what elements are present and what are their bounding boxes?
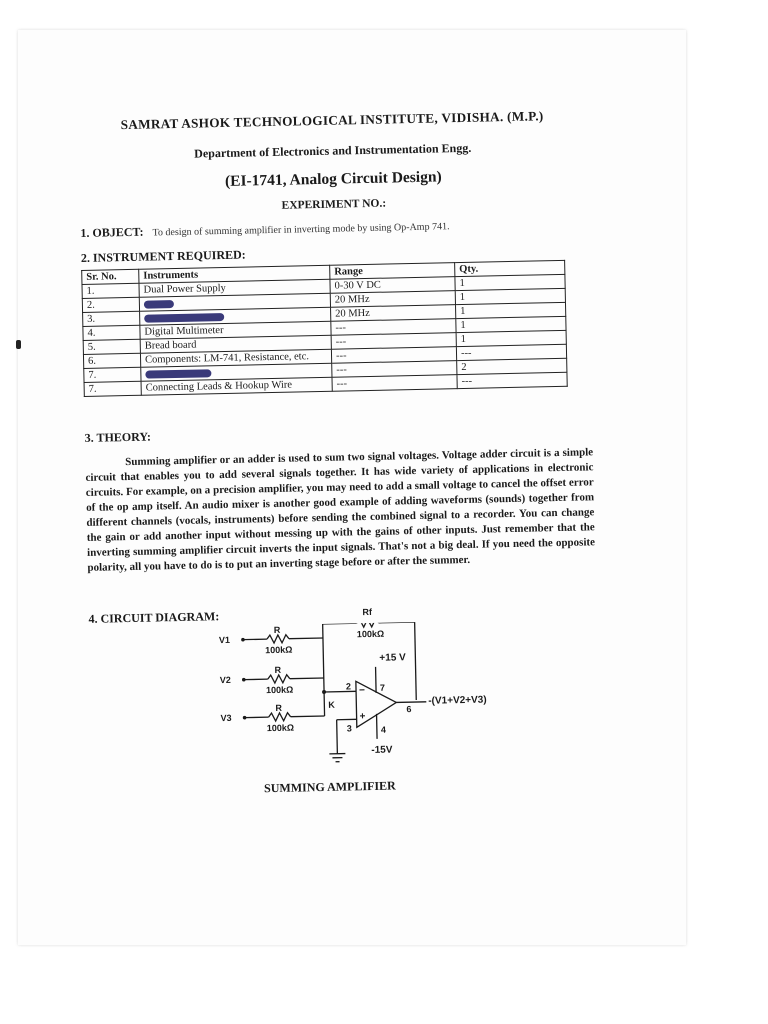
theory-heading: 3. THEORY: (84, 429, 152, 445)
label-v3: V3 (220, 712, 232, 724)
input-terminal (243, 716, 247, 720)
input-terminal (242, 678, 246, 682)
column-header: Sr. No. (82, 269, 139, 284)
label-vplus: +15 V (379, 652, 406, 664)
theory-paragraph: Summing amplifier or an adder is used to sum two signal voltages. Voltage adder circuit is a simple circuit that enables you to add several signals together. It has wide variety of applications in electronic circuits. For example, on a precision amplifier, you may need to add a small voltage to cancel the offset error of the op amp itself. An audio mixer is another good example of adding waveforms (sounds) together from different channels (vocals, instruments) before sending the combined signal to a recorder. You can change the gain or add another input without messing up with the gains of other inputs. Just remember that the inverting summing amplifier circuit inverts the input signals. That's not a big deal. If you need the opposite polarity, all you have to do is to put an inverting stage before or after the summer. (85, 446, 596, 574)
column-header: Qty. (455, 260, 565, 276)
wire (324, 691, 356, 692)
instrument-table (81, 260, 568, 397)
resistor-r3 (269, 713, 291, 721)
label-r3: R (275, 702, 283, 713)
table-cell: --- (332, 361, 457, 378)
table-cell: 3. (83, 311, 140, 326)
wire (291, 716, 325, 717)
table-cell: --- (331, 333, 456, 350)
column-header: Range (330, 263, 455, 280)
label-r2-value: 100kΩ (265, 684, 294, 696)
feedback-wire (415, 622, 417, 700)
object-text: To design of summing amplifier in inverting mode by using Op-Amp 741. (152, 221, 450, 239)
wire (290, 678, 324, 679)
table-cell: 7. (84, 381, 141, 396)
table-cell: 1 (456, 330, 566, 346)
label-rf-value: 100kΩ (356, 628, 385, 640)
experiment-number: EXPERIMENT NO.: (281, 197, 387, 212)
table-cell: Digital Multimeter (140, 321, 331, 339)
circuit-diagram (215, 606, 539, 803)
label-rf: Rf (362, 606, 373, 618)
label-v1: V1 (218, 634, 231, 646)
table-cell: --- (457, 372, 567, 388)
table-cell: Components: LM-741, Resistance, etc. (140, 349, 331, 367)
table-cell: 1 (455, 288, 565, 304)
circuit-caption: SUMMING AMPLIFIER (263, 778, 396, 796)
document-content (78, 107, 600, 804)
table-cell: 0-30 V DC (330, 277, 455, 294)
wire (323, 623, 357, 624)
table-cell: 1. (82, 283, 139, 298)
table-cell: 7. (84, 367, 141, 382)
wire (289, 638, 323, 639)
wire (379, 622, 415, 623)
instrument-heading: 2. INSTRUMENT REQUIRED: (80, 247, 246, 265)
table-cell: 1 (456, 316, 566, 332)
table-cell: --- (331, 319, 456, 336)
table-cell: Bread board (140, 335, 331, 353)
label-v2: V2 (219, 674, 231, 686)
table-cell: 5. (83, 339, 140, 354)
table-cell: --- (456, 344, 566, 360)
noninverting-input-sign: + (359, 711, 366, 723)
label-output: -(V1+V2+V3) (428, 694, 487, 707)
label-r1: R (273, 624, 281, 636)
table-cell: 20 MHz (330, 291, 455, 308)
redaction-mark (144, 313, 224, 323)
wire (244, 679, 268, 680)
circuit-heading: 4. CIRCUIT DIAGRAM: (88, 609, 220, 626)
department-name: Department of Electronics and Instrumentation Engg. (194, 140, 472, 161)
table-cell: 4. (83, 325, 140, 340)
institute-name: SAMRAT ASHOK TECHNOLOGICAL INSTITUTE, VIDISHA. (M.P.) (120, 108, 544, 133)
input-terminal (241, 638, 245, 642)
label-pin-6: 6 (406, 704, 412, 715)
table-cell: 1 (455, 302, 565, 318)
label-pin-7: 7 (379, 682, 386, 693)
summing-node-wire (323, 624, 325, 716)
label-r1-value: 100kΩ (265, 644, 293, 656)
table-cell: --- (332, 375, 457, 392)
table-cell: 2 (457, 358, 567, 374)
output-wire (396, 702, 426, 703)
label-r3-value: 100kΩ (266, 722, 295, 734)
inverting-input-sign: − (358, 685, 366, 697)
object-label: 1. OBJECT: (80, 224, 144, 240)
table-cell: Connecting Leads & Hookup Wire (141, 377, 332, 395)
redaction-mark (144, 300, 174, 309)
power-wire (377, 714, 378, 739)
label-r2: R (274, 664, 282, 676)
wire (245, 717, 269, 718)
table-cell: 2. (82, 297, 139, 312)
resistor-r1 (267, 635, 289, 643)
label-pin-3: 3 (346, 723, 352, 734)
resistor-r2 (268, 675, 290, 683)
junction-dot (322, 690, 326, 694)
column-header: Instruments (139, 265, 330, 283)
ground-wire (337, 720, 338, 754)
table-cell: --- (331, 347, 456, 364)
power-wire (376, 667, 377, 693)
table-cell: 1 (455, 274, 565, 290)
course-title: (EI-1741, Analog Circuit Design) (224, 168, 442, 190)
label-vminus: -15V (371, 744, 393, 756)
label-pin-4: 4 (380, 724, 386, 735)
label-node-k: K (328, 699, 335, 710)
object-section (80, 215, 588, 241)
table-cell: Dual Power Supply (139, 279, 330, 297)
stray-mark (16, 340, 21, 349)
wire (243, 639, 267, 640)
table-cell: 20 MHz (331, 305, 456, 322)
redaction-mark (145, 369, 211, 378)
label-pin-2: 2 (345, 681, 352, 692)
table-cell: 6. (83, 353, 140, 368)
